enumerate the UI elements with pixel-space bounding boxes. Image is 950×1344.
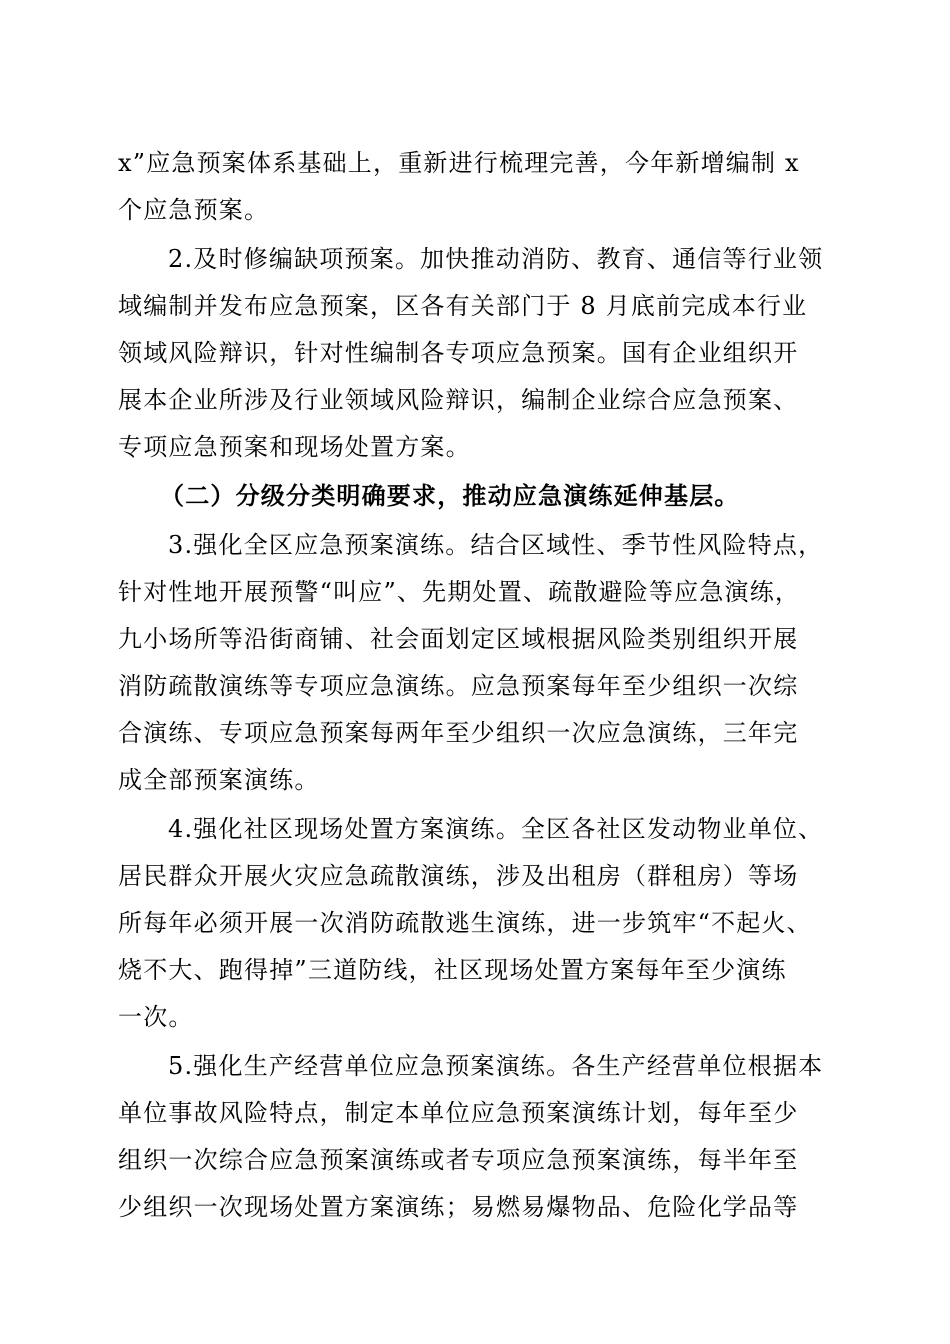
paragraph-line: x”应急预案体系基础上，重新进行梳理完善，今年新增编制 x bbox=[118, 149, 800, 177]
section-heading: （二）分级分类明确要求，推动应急演练延伸基层。 bbox=[160, 481, 740, 510]
paragraph-line: 消防疏散演练等专项应急演练。应急预案每年至少组织一次综 bbox=[118, 672, 799, 700]
paragraph-line: 居民群众开展火灾应急疏散演练，涉及出租房（群租房）等场 bbox=[118, 862, 799, 890]
paragraph-line: 2.及时修编缺项预案。加快推动消防、教育、通信等行业领 bbox=[168, 245, 824, 273]
paragraph-line: 专项应急预案和现场处置方案。 bbox=[118, 433, 471, 461]
paragraph-line: 合演练、专项应急预案每两年至少组织一次应急演练，三年完 bbox=[118, 719, 799, 747]
paragraph-line: 所每年必须开展一次消防疏散逃生演练，进一步筑牢“不起火、 bbox=[118, 909, 812, 937]
paragraph-line: 个应急预案。 bbox=[118, 196, 270, 224]
paragraph-line: 九小场所等沿街商铺、社会面划定区域根据风险类别组织开展 bbox=[118, 625, 799, 653]
paragraph-line: 域编制并发布应急预案，区各有关部门于 8 月底前完成本行业 bbox=[118, 292, 808, 320]
paragraph-line: 单位事故风险特点，制定本单位应急预案演练计划，每年至少 bbox=[118, 1099, 799, 1127]
paragraph-line: 3.强化全区应急预案演练。结合区域性、季节性风险特点， bbox=[168, 531, 824, 559]
paragraph-line: 展本企业所涉及行业领域风险辩识，编制企业综合应急预案、 bbox=[118, 386, 799, 414]
paragraph-line: 4.强化社区现场处置方案演练。全区各社区发动物业单位、 bbox=[168, 815, 824, 843]
paragraph-line: 领域风险辩识，针对性编制各专项应急预案。国有企业组织开 bbox=[118, 339, 799, 367]
paragraph-line: 一次。 bbox=[118, 1003, 194, 1031]
paragraph-line: 针对性地开展预警“叫应”、先期处置、疏散避险等应急演练， bbox=[118, 578, 801, 606]
paragraph-line: 成全部预案演练。 bbox=[118, 766, 320, 794]
paragraph-line: 5.强化生产经营单位应急预案演练。各生产经营单位根据本 bbox=[168, 1052, 824, 1080]
paragraph-line: 烧不大、跑得掉”三道防线，社区现场处置方案每年至少演练 bbox=[118, 956, 787, 984]
paragraph-line: 少组织一次现场处置方案演练；易燃易爆物品、危险化学品等 bbox=[118, 1193, 799, 1221]
paragraph-line: 组织一次综合应急预案演练或者专项应急预案演练，每半年至 bbox=[118, 1146, 799, 1174]
